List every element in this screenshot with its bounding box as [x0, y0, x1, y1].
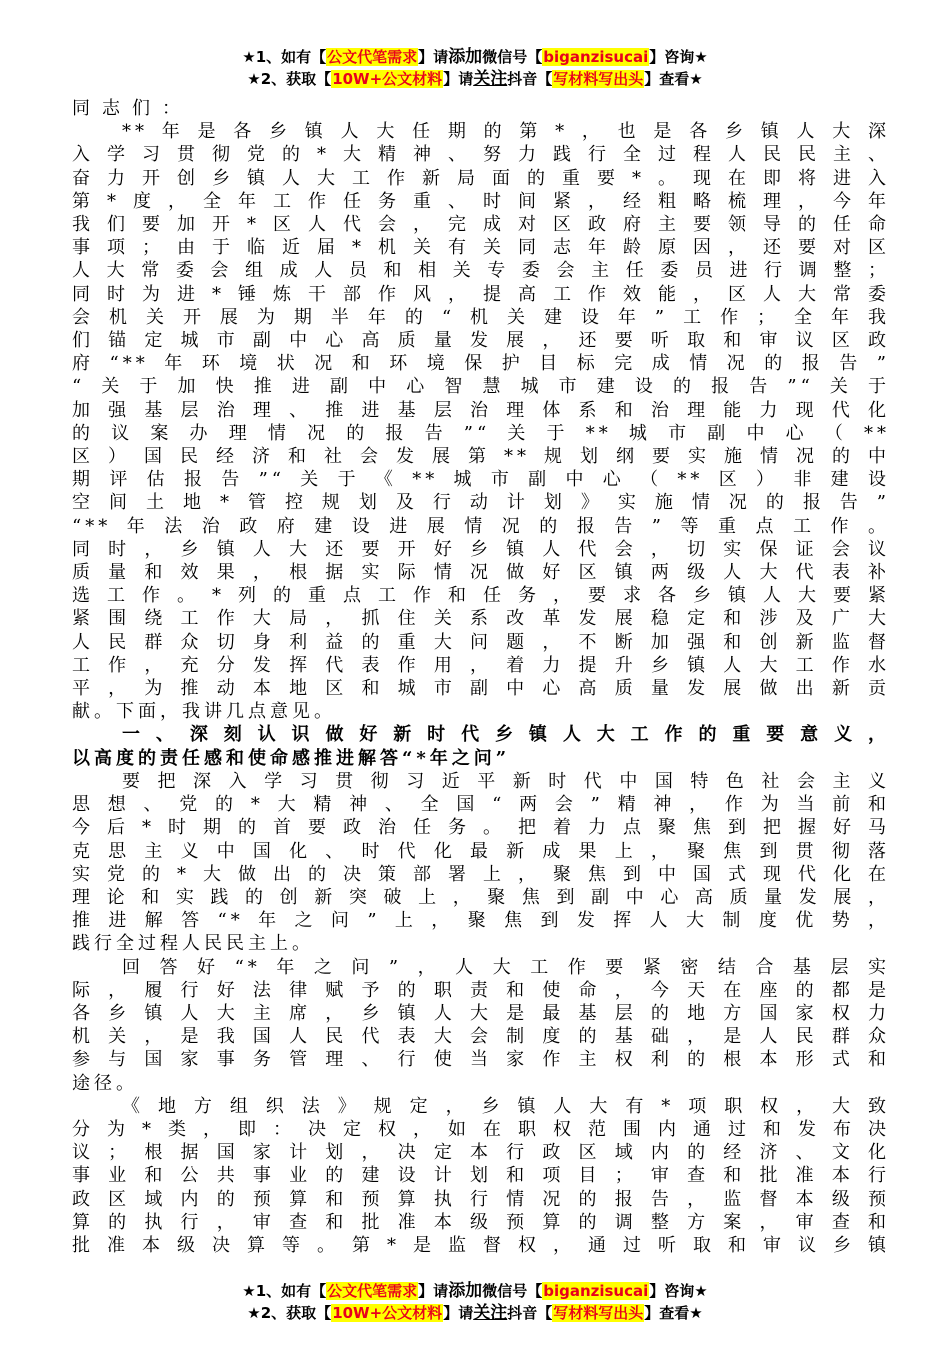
text-line: 要把深入学习贯彻习近平新时代中国特色社会主义 — [122, 770, 890, 792]
banner-text: 】请 — [418, 1282, 449, 1300]
text-line: 质量和效果，根据实际情况做好区镇两级人大代表补 — [72, 562, 890, 584]
banner-highlight: biganzisucai — [543, 48, 649, 66]
banner-line-2 — [0, 68, 950, 90]
banner-text: 】查看★ — [644, 1304, 703, 1322]
text-line: 克思主义中国化、时代化最新成果上，聚焦到贯彻落 — [72, 840, 890, 862]
text-line: 实党的*大做出的决策部署上，聚焦到中国式现代化在 — [72, 863, 890, 885]
text-line: 各乡镇人大主席，乡镇人大是最基层的地方国家权力 — [72, 1002, 890, 1024]
banner-text: 微信号【 — [482, 1282, 543, 1300]
banner-line-1 — [0, 46, 950, 68]
text-line: 献。下面，我讲几点意见。 — [72, 701, 336, 723]
text-line: 议；根据国家计划，决定本行政区域内的经济、文化 — [72, 1142, 890, 1164]
text-line: 区）国民经济和社会发展第**规划纲要实施情况的中 — [72, 446, 890, 468]
text-line: 加强基层治理、推进基层治理体系和治理能力现代化 — [72, 399, 890, 421]
text-line: 入学习贯彻党的*大精神、努力践行全过程人民民主、 — [72, 144, 890, 166]
section-heading — [72, 723, 890, 769]
top-banner — [0, 46, 950, 90]
text-line: 参与国家事务管理、行使当家作主权利的根本形式和 — [72, 1049, 890, 1071]
text-line: 同时，乡镇人大还要开好乡镇人代会，切实保证会议 — [72, 538, 890, 560]
text-line: 事业和公共事业的建设计划和项目；审查和批准本行 — [72, 1165, 890, 1187]
text-line: 人大常委会组成人员和相关专委会主任委员进行调整； — [72, 260, 890, 282]
banner-highlight: 写材料写出头 — [553, 1304, 644, 1322]
paragraph-2 — [72, 770, 890, 956]
paragraph-3 — [72, 956, 890, 1095]
banner-text: ★2、获取【 — [247, 1304, 332, 1322]
banner-highlight: 公文代笔需求 — [327, 1282, 418, 1300]
text-line: 的议案办理情况的报告”“关于**城市副中心（** — [72, 422, 890, 444]
text-line: 平，为推动本地区和城市副中心高质量发展做出新贡 — [72, 678, 890, 700]
banner-text: 】请 — [418, 48, 449, 66]
banner-text: 】请 — [443, 1304, 474, 1322]
banner-text: 】请 — [443, 70, 474, 88]
banner-highlight: 10W+公文材料 — [332, 70, 443, 88]
banner-text: 】咨询★ — [649, 48, 708, 66]
text-line: 算的执行，审查和批准本级预算的调整方案，审查和 — [72, 1211, 890, 1233]
banner-text: 微信号【 — [482, 48, 543, 66]
text-line: 期评估报告”“关于《**城市副中心（**区）非建设 — [72, 469, 890, 491]
banner-text: 添加 — [448, 47, 483, 67]
text-line: 第*度，全年工作任务重、时间紧，经粗略梳理，今年 — [72, 190, 890, 212]
text-line: 奋力开创乡镇人大工作新局面的重要*。现在即将进入 — [72, 167, 890, 189]
text-line: 们锚定城市副中心高质量发展，还要听取和审议区政 — [72, 330, 890, 352]
banner-text: 抖音【 — [507, 1304, 553, 1322]
banner-text: 抖音【 — [507, 70, 553, 88]
banner-text: 关注 — [473, 1303, 508, 1323]
banner-highlight: 10W+公文材料 — [332, 1304, 443, 1322]
text-line: “关于加快推进副中心智慧城市建设的报告”“关于 — [72, 376, 890, 398]
banner-highlight: biganzisucai — [543, 1282, 649, 1300]
banner-text: ★2、获取【 — [247, 70, 332, 88]
text-line: 事项；由于临近届*机关有关同志年龄原因，还要对区 — [72, 237, 890, 259]
text-line: 空间土地*管控规划及行动计划》实施情况的报告” — [72, 492, 890, 514]
banner-text: 添加 — [448, 1281, 483, 1301]
text-line: 途径。 — [72, 1072, 138, 1094]
text-line: 分为*类，即：决定权，如在职权范围内通过和发布决 — [72, 1118, 890, 1140]
heading-line: 一、深刻认识做好新时代乡镇人大工作的重要意义， — [122, 724, 890, 746]
text-line: 工作，充分发挥代表作用，着力提升乡镇人大工作水 — [72, 654, 890, 676]
text-line: 选工作。*列的重点工作和任务，要求各乡镇人大要紧 — [72, 585, 890, 607]
heading-line: 以高度的责任感和使命感推进解答“*年之问” — [72, 747, 511, 769]
text-line: 同时为进*锤炼干部作风，提高工作效能，区人大常委 — [72, 283, 890, 305]
banner-line-1 — [0, 1280, 950, 1302]
banner-text: ★1、如有【 — [242, 1282, 327, 1300]
document-body — [72, 97, 890, 1257]
bottom-banner — [0, 1280, 950, 1324]
text-line: 践行全过程人民民主上。 — [72, 933, 314, 955]
text-line: **年是各乡镇人大任期的第*，也是各乡镇人大深 — [122, 121, 890, 143]
paragraph-4 — [72, 1095, 890, 1257]
text-line: 机关，是我国人民代表大会制度的基础，是人民群众 — [72, 1026, 890, 1048]
banner-text: 】查看★ — [644, 70, 703, 88]
text-line: 人民群众切身利益的重大问题，不断加强和创新监督 — [72, 631, 890, 653]
text-line: 思想、党的*大精神、全国“两会”精神，作为当前和 — [72, 794, 890, 816]
paragraph-1 — [72, 120, 890, 723]
banner-highlight: 写材料写出头 — [553, 70, 644, 88]
text-line: 批准本级决算等。第*是监督权，通过听取和审议乡镇 — [72, 1234, 890, 1256]
salutation: 同志们： — [72, 98, 192, 119]
banner-text: 】咨询★ — [649, 1282, 708, 1300]
text-line: “**年法治政府建设进展情况的报告”等重点工作。 — [72, 515, 890, 537]
text-line: 政区域内的预算和预算执行情况的报告，监督本级预 — [72, 1188, 890, 1210]
text-line: 今后*时期的首要政治任务。把着力点聚焦到把握好马 — [72, 817, 890, 839]
text-line: 《地方组织法》规定，乡镇人大有*项职权，大致 — [122, 1095, 890, 1117]
text-line: 会机关开展为期半年的“机关建设年”工作；全年我 — [72, 306, 890, 328]
banner-line-2 — [0, 1302, 950, 1324]
banner-text: ★1、如有【 — [242, 48, 327, 66]
text-line: 推进解答“*年之问”上，聚焦到发挥人大制度优势， — [72, 910, 890, 932]
text-line: 我们要加开*区人代会，完成对区政府主要领导的任命 — [72, 214, 890, 236]
text-line: 府“**年环境状况和环境保护目标完成情况的报告” — [72, 353, 890, 375]
text-line: 理论和实践的创新突破上，聚焦到副中心高质量发展， — [72, 886, 890, 908]
text-line: 际，履行好法律赋予的职责和使命，今天在座的都是 — [72, 979, 890, 1001]
text-line: 回答好“*年之问”，人大工作要紧密结合基层实 — [122, 956, 890, 978]
text-line: 紧围绕工作大局，抓住关系改革发展稳定和涉及广大 — [72, 608, 890, 630]
banner-highlight: 公文代笔需求 — [327, 48, 418, 66]
banner-text: 关注 — [473, 69, 508, 89]
